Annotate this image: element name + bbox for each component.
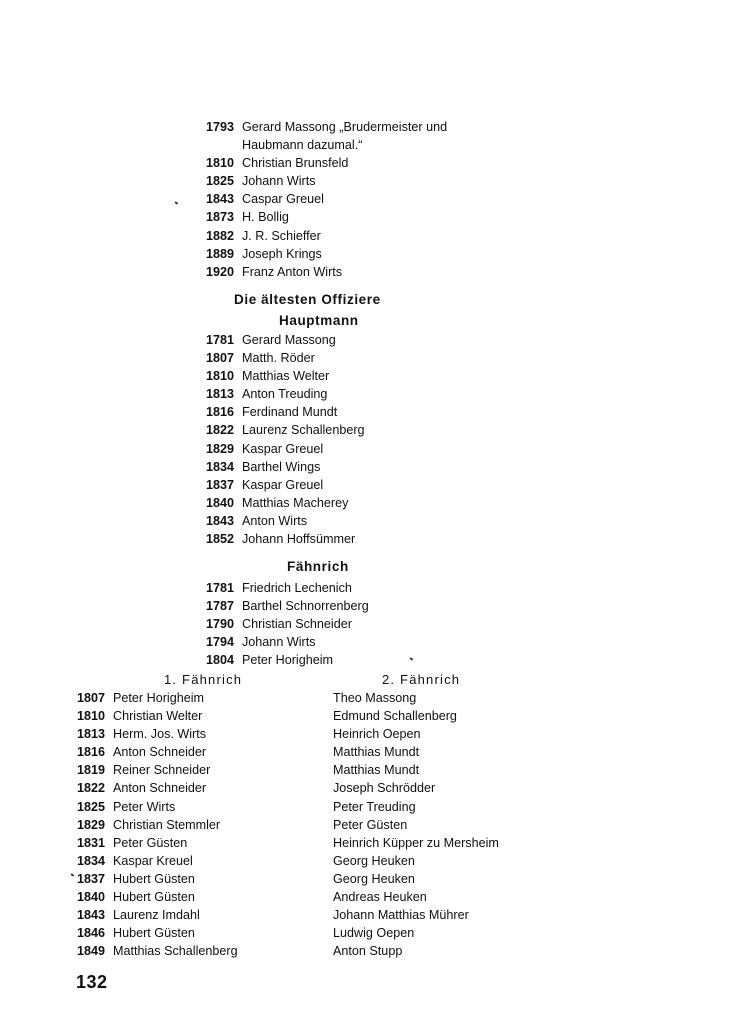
entry-year: 1834 [77,853,106,868]
list-item [206,651,369,669]
entry-year: 1822 [77,781,106,796]
entry-year: 1825 [206,174,235,189]
entry-year: 1843 [77,908,106,923]
second-faehnrich-list [333,689,499,960]
entry-name: Laurenz Schallenberg [242,423,365,438]
entry-name: H. Bollig [242,210,289,225]
list-item [77,761,238,779]
second-faehnrich-heading: 2. Fähnrich [382,672,461,687]
entry-name: Christian Welter [113,709,203,724]
entry-year: 1882 [206,228,235,243]
list-item [206,385,365,403]
list-item [333,743,499,761]
entry-name: Gerard Massong „Brudermeister und [242,120,448,134]
entry-name: Matthias Welter [242,369,330,384]
first-faehnrich-list [77,689,238,960]
hauptmann-heading: Hauptmann [279,313,359,328]
list-item [333,924,499,942]
entry-year: 1834 [206,459,235,474]
list-item [333,725,499,743]
entry-name: Herm. Jos. Wirts [113,727,207,742]
entry-year: 1810 [77,709,106,724]
brudermeister-list [206,118,447,281]
entry-year: 1843 [206,192,235,207]
list-item [206,512,365,530]
list-item [206,530,365,548]
list-item [77,888,238,906]
entry-name: Andreas Heuken [333,890,427,905]
entry-year: 1807 [77,691,106,705]
entry-year: 1810 [206,156,235,171]
entry-name: Anton Stupp [333,944,403,959]
entry-year: 1819 [77,763,106,778]
entry-name: Matthias Mundt [333,763,420,778]
entry-name: Christian Brunsfeld [242,156,349,171]
section-title: Die ältesten Offiziere [234,292,381,307]
list-item [333,852,499,870]
entry-name: Kaspar Greuel [242,477,324,492]
list-item [206,172,447,190]
print-speck [175,201,178,204]
list-item [206,494,365,512]
list-item [77,852,238,870]
entry-name: Anton Schneider [113,781,207,796]
list-item [333,906,499,924]
entry-name: Kaspar Greuel [242,441,324,456]
list-item [206,118,447,136]
entry-year: 1810 [206,369,235,384]
list-item [206,633,369,651]
entry-year: 1825 [77,799,106,814]
list-item [333,761,499,779]
list-item [333,942,499,960]
list-item [333,870,499,888]
entry-name: Joseph Krings [242,246,322,261]
entry-year: 1816 [206,405,235,420]
entry-year: 1837 [206,477,235,492]
entry-name: Haubmann dazumal.“ [242,138,363,153]
entry-year: 1852 [206,532,235,547]
entry-year: 1846 [77,926,106,941]
entry-name: Hubert Güsten [113,926,195,941]
list-item [77,942,238,960]
list-item [206,154,447,172]
entry-year: 1889 [206,246,235,261]
entry-name: Matth. Röder [242,351,315,366]
entry-name: Matthias Macherey [242,495,349,510]
list-item [206,227,447,245]
list-item [77,816,238,834]
list-item [77,689,238,707]
entry-year: 1843 [206,513,235,528]
print-speck [71,873,74,876]
entry-name: Barthel Wings [242,459,321,474]
entry-name: Hubert Güsten [113,890,195,905]
list-item [77,870,238,888]
entry-name: Georg Heuken [333,853,415,868]
entry-name: Peter Treuding [333,799,416,814]
entry-year: 1793 [206,120,235,134]
entry-year: 1794 [206,635,235,650]
print-speck [410,657,413,660]
entry-year: 1781 [206,581,235,595]
entry-name: Johann Matthias Mührer [333,908,469,923]
list-item [77,707,238,725]
list-item [333,689,499,707]
list-item [206,367,365,385]
entry-name: Friedrich Lechenich [242,581,352,595]
entry-name: Matthias Mundt [333,745,420,760]
entry-name: Christian Stemmler [113,817,221,832]
list-item [77,924,238,942]
list-item [77,798,238,816]
entry-year: 1840 [77,890,106,905]
entry-name: Franz Anton Wirts [242,264,343,279]
entry-name: Anton Schneider [113,745,207,760]
entry-name: Ferdinand Mundt [242,405,338,420]
list-item [206,615,369,633]
list-item [77,906,238,924]
list-item [206,208,447,226]
list-item [206,331,365,349]
page-number: 132 [76,972,108,992]
entry-name: Reiner Schneider [113,763,211,778]
entry-name: Caspar Greuel [242,192,324,207]
entry-year: 1816 [77,745,106,760]
entry-name: Peter Güsten [113,835,188,850]
entry-name: Johann Wirts [242,174,316,189]
list-item [206,136,447,154]
entry-year: 1873 [206,210,235,225]
entry-year: 1831 [77,835,106,850]
entry-name: Joseph Schrödder [333,781,436,796]
list-item [333,888,499,906]
faehnrich-list [206,579,369,669]
entry-year: 1813 [206,387,235,402]
first-faehnrich-heading: 1. Fähnrich [164,672,243,687]
entry-year: 1849 [77,944,106,959]
entry-year: 1807 [206,351,235,366]
list-item [206,597,369,615]
entry-name: Anton Wirts [242,513,308,528]
entry-year: 1804 [206,653,235,668]
entry-year: 1787 [206,599,235,614]
entry-name: J. R. Schieffer [242,228,321,243]
faehnrich-heading: Fähnrich [287,559,349,574]
list-item [333,834,499,852]
entry-name: Edmund Schallenberg [333,709,457,724]
entry-name: Theo Massong [333,691,417,705]
list-item [77,779,238,797]
entry-year: 1829 [206,441,235,456]
entry-name: Christian Schneider [242,617,352,632]
entry-year: 1822 [206,423,235,438]
list-item [333,816,499,834]
entry-name: Peter Wirts [113,799,176,814]
entry-year: 1829 [77,817,106,832]
list-item [333,779,499,797]
list-item [206,190,447,208]
entry-name: Heinrich Oepen [333,727,421,742]
entry-name: Georg Heuken [333,871,415,886]
entry-year: 1837 [77,871,106,886]
entry-name: Peter Güsten [333,817,408,832]
entry-name: Heinrich Küpper zu Mersheim [333,835,499,850]
list-item [77,743,238,761]
entry-name: Peter Horigheim [242,653,333,668]
list-item [206,263,447,281]
entry-year: 1840 [206,495,235,510]
list-item [206,403,365,421]
entry-name: Laurenz Imdahl [113,908,200,923]
entry-year: 1781 [206,333,235,347]
list-item [77,834,238,852]
list-item [206,476,365,494]
entry-name: Gerard Massong [242,333,336,347]
list-item [333,798,499,816]
entry-name: Ludwig Oepen [333,926,415,941]
entry-year: 1920 [206,264,235,279]
list-item [77,725,238,743]
entry-name: Anton Treuding [242,387,328,402]
list-item [206,440,365,458]
list-item [206,349,365,367]
list-item [206,245,447,263]
entry-name: Barthel Schnorrenberg [242,599,369,614]
entry-name: Matthias Schallenberg [113,944,238,959]
entry-name: Hubert Güsten [113,871,195,886]
entry-name: Johann Hoffsümmer [242,532,356,547]
list-item [206,579,369,597]
hauptmann-list [206,331,365,548]
list-item [333,707,499,725]
list-item [206,458,365,476]
entry-name: Peter Horigheim [113,691,204,705]
entry-year: 1813 [77,727,106,742]
entry-name: Johann Wirts [242,635,316,650]
list-item [206,421,365,439]
entry-name: Kaspar Kreuel [113,853,193,868]
entry-year: 1790 [206,617,235,632]
